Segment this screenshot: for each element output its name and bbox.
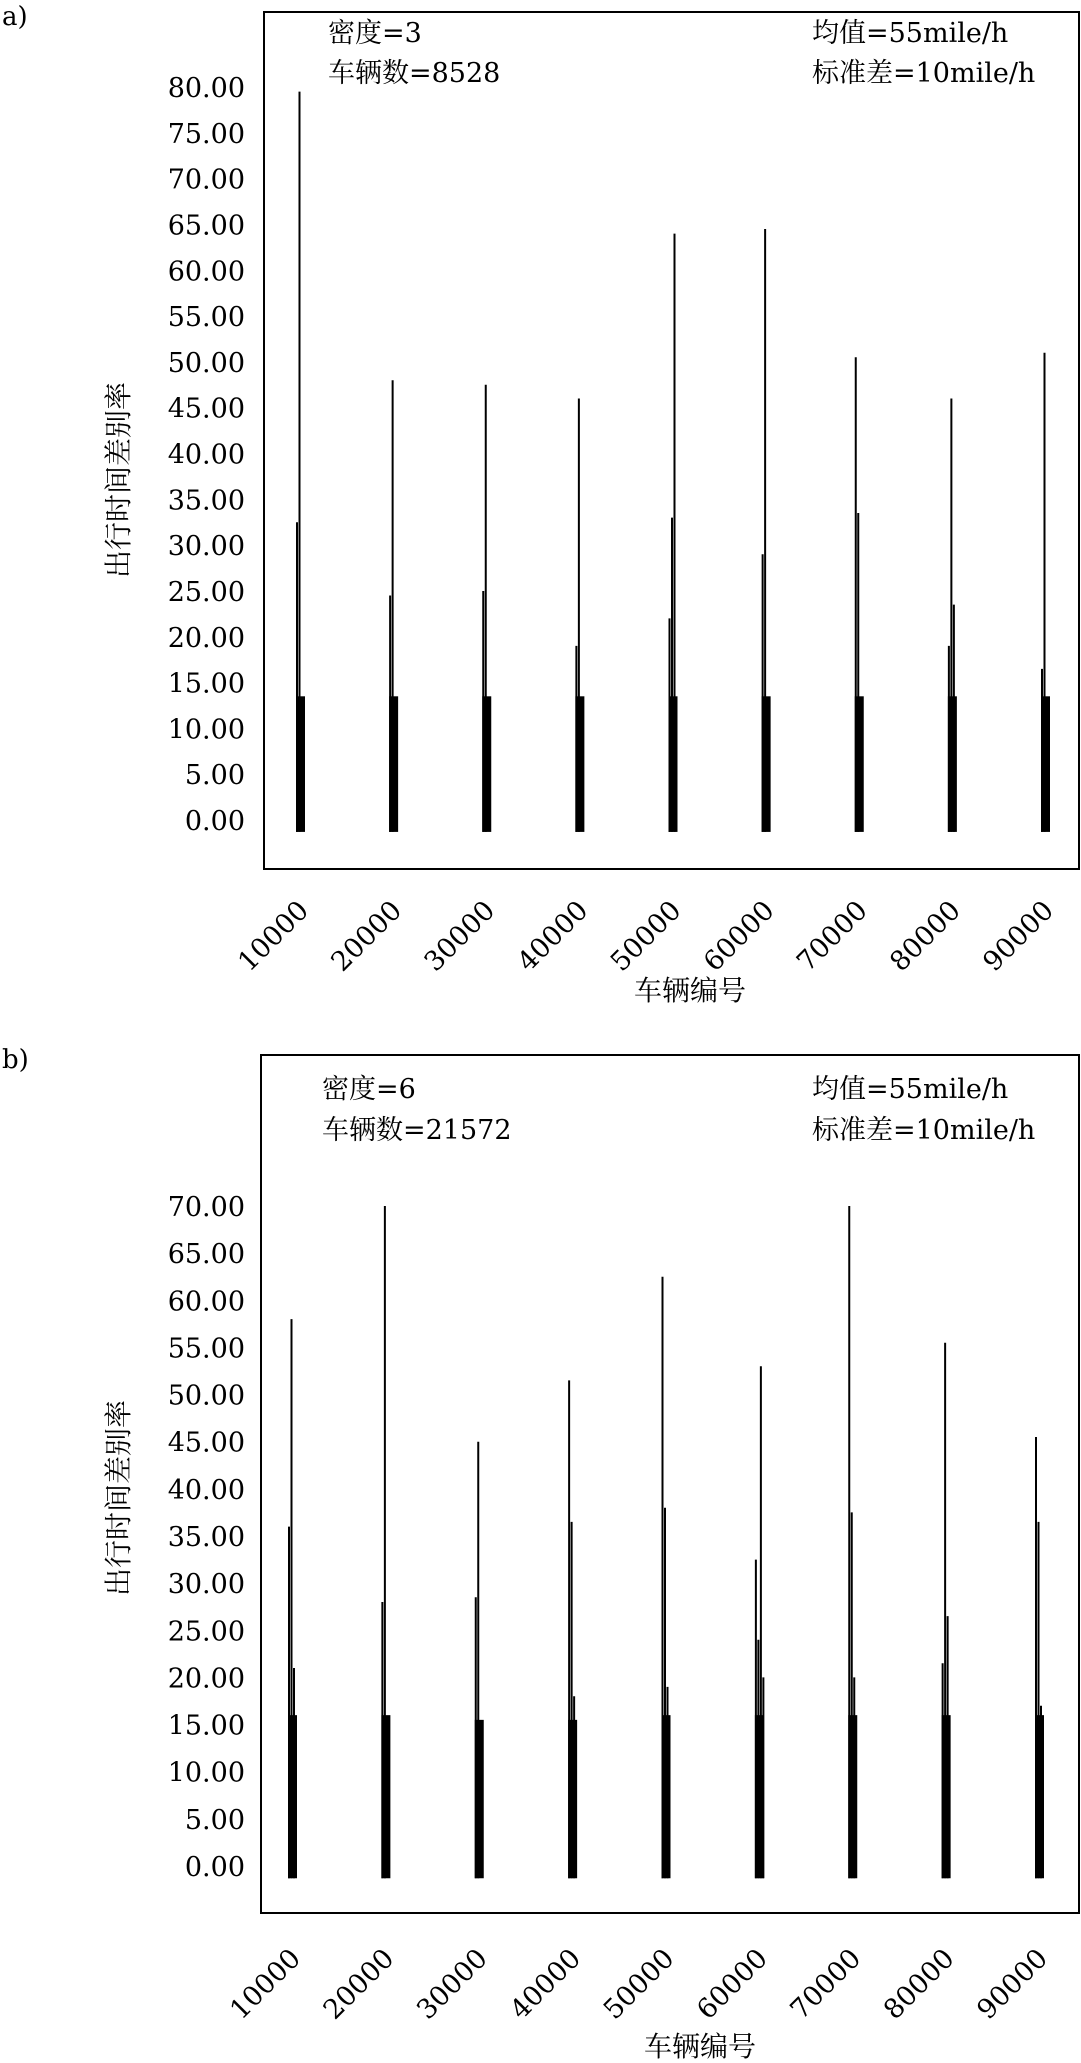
y-tick-label: 25.00 — [167, 1616, 245, 1648]
x-tick-label: 90000 — [977, 895, 1060, 978]
panel-b — [2, 1045, 1079, 2063]
y-tick-label: 50.00 — [167, 347, 245, 379]
y-tick-label: 35.00 — [167, 1522, 245, 1553]
y-tick-label: 65.00 — [167, 1239, 245, 1271]
y-tick-label: 20.00 — [167, 1663, 245, 1695]
panel-label: b) — [2, 1045, 29, 1075]
y-tick-label: 15.00 — [167, 1710, 245, 1742]
bar-cluster — [381, 1206, 390, 1878]
bar-cluster — [948, 399, 957, 832]
y-tick-label: 5.00 — [184, 760, 245, 792]
y-tick-label: 70.00 — [167, 1192, 245, 1223]
bar-cluster — [296, 92, 305, 832]
y-axis-label: 出行时间差别率 — [102, 1399, 135, 1597]
bar-cluster — [288, 1319, 297, 1878]
mean-annotation: 均值=55mile/h — [812, 1074, 1009, 1105]
bar-cluster — [389, 380, 398, 832]
y-tick-label: 40.00 — [167, 439, 245, 471]
bar-cluster — [575, 399, 584, 832]
x-axis-label: 车辆编号 — [643, 2030, 757, 2063]
bar-cluster — [848, 1206, 857, 1878]
vehicle-count-annotation: 车辆数=21572 — [322, 1115, 512, 1146]
bar-cluster — [1041, 353, 1050, 832]
bar-cluster — [662, 1277, 671, 1879]
y-tick-label: 0.00 — [184, 806, 245, 837]
bar-cluster — [669, 234, 678, 832]
mean-annotation: 均值=55mile/h — [812, 18, 1009, 49]
x-tick-label: 40000 — [504, 1943, 588, 2026]
x-tick-label: 50000 — [597, 1943, 681, 2026]
y-tick-label: 60.00 — [167, 256, 245, 288]
x-tick-label: 20000 — [325, 895, 409, 978]
x-tick-label: 10000 — [232, 895, 315, 978]
bar-cluster — [762, 229, 771, 832]
y-tick-label: 45.00 — [167, 1427, 245, 1459]
y-tick-label: 25.00 — [167, 576, 245, 608]
y-axis-label: 出行时间差别率 — [102, 381, 135, 579]
y-tick-label: 20.00 — [167, 622, 245, 654]
panel-label: a) — [2, 2, 28, 32]
x-tick-label: 20000 — [317, 1943, 401, 2026]
panel-a — [2, 2, 1079, 1007]
x-axis-label: 车辆编号 — [633, 974, 747, 1007]
x-tick-label: 70000 — [784, 1943, 868, 2026]
x-tick-label: 90000 — [971, 1943, 1054, 2026]
density-annotation: 密度=3 — [328, 18, 422, 49]
density-annotation: 密度=6 — [322, 1074, 416, 1105]
y-tick-label: 40.00 — [167, 1474, 245, 1506]
bar-cluster — [1035, 1437, 1044, 1878]
y-tick-label: 65.00 — [167, 210, 245, 242]
x-tick-label: 60000 — [697, 895, 781, 978]
x-tick-label: 70000 — [791, 895, 874, 978]
y-tick-label: 10.00 — [167, 714, 245, 746]
x-tick-label: 40000 — [511, 895, 595, 978]
vehicle-count-annotation: 车辆数=8528 — [328, 58, 501, 89]
std-annotation: 标准差=10mile/h — [812, 1115, 1036, 1146]
bar-cluster — [755, 1366, 764, 1878]
y-tick-label: 30.00 — [167, 531, 245, 563]
y-tick-label: 55.00 — [167, 1333, 245, 1365]
y-tick-label: 15.00 — [167, 668, 245, 700]
y-tick-label: 30.00 — [167, 1569, 245, 1601]
bar-cluster — [482, 385, 491, 832]
y-tick-label: 75.00 — [167, 118, 245, 150]
y-tick-label: 10.00 — [167, 1757, 245, 1789]
x-tick-label: 10000 — [224, 1943, 307, 2026]
bar-cluster — [855, 357, 864, 832]
x-tick-label: 80000 — [877, 1943, 961, 2026]
x-tick-label: 30000 — [411, 1943, 494, 2026]
y-tick-label: 70.00 — [167, 164, 245, 196]
y-tick-label: 60.00 — [167, 1286, 245, 1318]
y-tick-label: 55.00 — [167, 302, 245, 334]
x-tick-label: 30000 — [418, 895, 502, 978]
y-tick-label: 50.00 — [167, 1380, 245, 1412]
y-tick-label: 0.00 — [184, 1852, 245, 1883]
bar-cluster — [568, 1380, 577, 1878]
x-tick-label: 60000 — [691, 1943, 774, 2026]
bar-cluster — [475, 1442, 484, 1879]
y-tick-label: 35.00 — [167, 485, 245, 517]
y-tick-label: 5.00 — [184, 1804, 245, 1836]
bar-cluster — [942, 1343, 951, 1879]
std-annotation: 标准差=10mile/h — [812, 58, 1036, 89]
x-tick-label: 50000 — [604, 895, 688, 978]
x-tick-label: 80000 — [884, 895, 967, 978]
y-tick-label: 80.00 — [167, 73, 245, 104]
y-tick-label: 45.00 — [167, 393, 245, 425]
